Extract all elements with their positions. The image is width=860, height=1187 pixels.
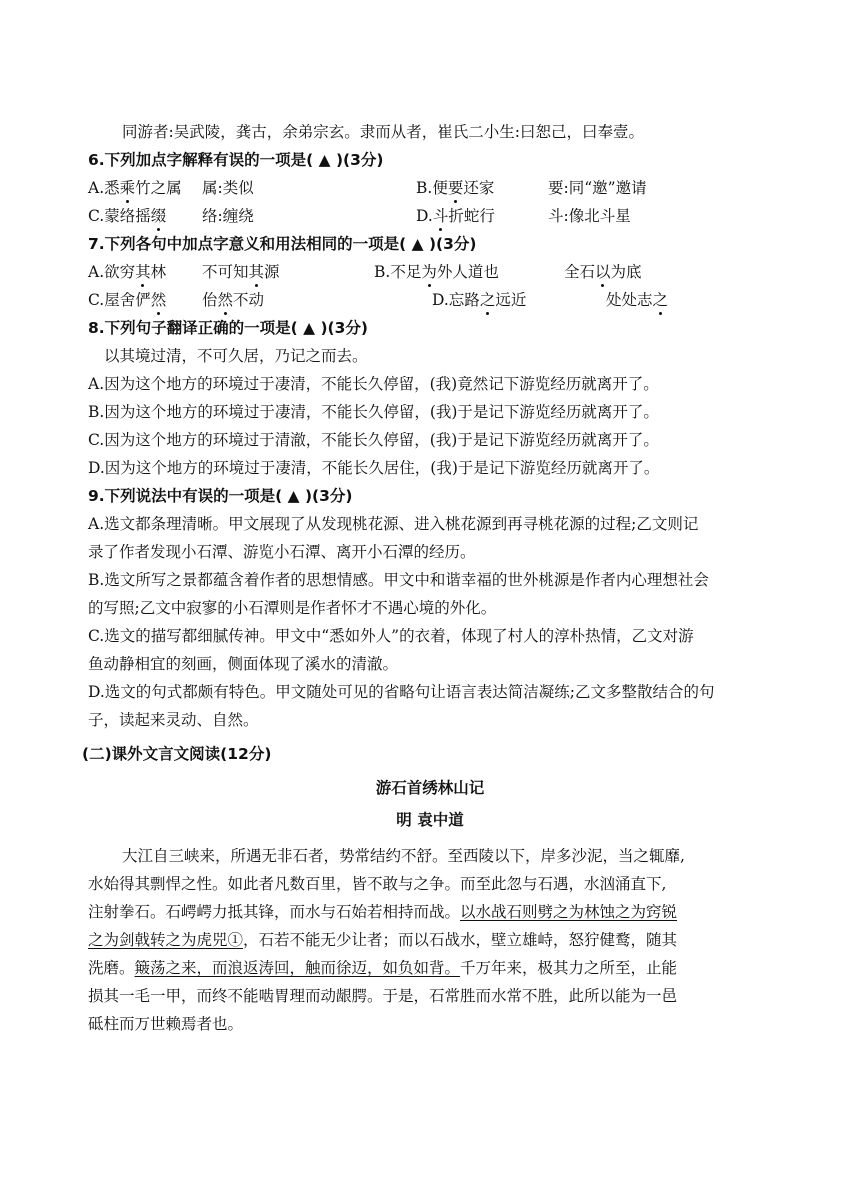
q6-option-d	[416, 206, 495, 226]
q6-a-dotted-char: 乘	[119, 179, 136, 197]
q9-line: 的写照;乙文中寂寥的小石潭则是作者怀才不遇心境的外化。	[88, 599, 497, 617]
q9-line: D.选文的句式都颇有特色。甲文随处可见的省略句让语言表达简洁凝练;乙文多整散结合的句	[88, 683, 715, 701]
q6-option-a	[88, 178, 182, 198]
passage-author: 明 袁中道	[396, 811, 464, 829]
q7-a2-post: 源	[264, 263, 280, 281]
passage-line: 水始得其剽悍之性。如此者凡数百里，皆不敢与之争。而至此忽与石遇，水汹涌直下,	[88, 875, 667, 893]
q7-a1-post: 林	[150, 263, 167, 281]
q6-stem: 6.下列加点字解释有误的一项是( ▲ )(3分)	[88, 151, 384, 169]
q6-a-text-pre: A.悉	[88, 179, 120, 197]
q7-c2-post: 不动	[233, 291, 265, 309]
q6-option-b	[416, 178, 494, 198]
q7-b1-post: 外人道也	[436, 263, 499, 281]
q7-d2-pre: 处处志	[606, 291, 653, 309]
passage-line	[88, 958, 677, 978]
q7-option-d-part1	[432, 290, 526, 310]
q6-c-gloss: 络:缠绕	[202, 207, 254, 225]
q6-a-text-post: 竹之属	[135, 179, 182, 197]
passage-line	[88, 902, 677, 922]
q6-d-gloss: 斗:像北斗星	[548, 207, 631, 225]
q8-option-a: A.因为这个地方的环境过于凄清，不能长久停留，(我)竟然记下游览经历就离开了。	[88, 375, 659, 393]
q9-line: 录了作者发现小石潭、游览小石潭、离开小石潭的经历。	[88, 543, 476, 561]
q6-b-text-pre: B.便	[416, 179, 448, 197]
q7-d1-pre: D.忘路	[432, 291, 480, 309]
q6-d-text-post: 折蛇行	[448, 207, 495, 225]
underlined-sentence: 之为剑戟转之为虎兕①	[88, 931, 244, 949]
q6-c-text-pre: C.蒙络摇	[88, 207, 151, 225]
q7-option-b-part2	[564, 262, 642, 282]
passage-line: 大江自三峡来，所遇无非石者，势常结约不舒。至西陵以下，岸多沙泥，当之辄靡,	[122, 847, 685, 865]
q6-b-gloss: 要:同“邀”邀请	[548, 179, 647, 197]
q7-c1-pre: C.屋舍俨	[88, 291, 151, 309]
q7-d1-post: 远近	[495, 291, 527, 309]
passage-line: 砥柱而万世赖焉者也。	[88, 1015, 244, 1033]
q9-line: B.选文所写之景都蕴含着作者的思想情感。甲文中和谐幸福的世外桃源是作者内心理想社会	[88, 571, 709, 589]
passage-text: 洗磨。	[88, 959, 135, 977]
underlined-sentence: 以水战石则劈之为林蚀之为窍锐	[460, 903, 678, 921]
q9-line: 子，读起来灵动、自然。	[88, 711, 259, 729]
q8-option-c: C.因为这个地方的环境过于清澈，不能长久停留，(我)于是记下游览经历就离开了。	[88, 431, 659, 449]
q9-stem: 9.下列说法中有误的一项是( ▲ )(3分)	[88, 487, 353, 505]
passage-text: 注射拳石。石崿崿力抵其锋，而水与石始若相持而战。	[88, 903, 461, 921]
passage-text: 千万年来，极其力之所至，止能	[460, 959, 678, 977]
q7-a2-dotted-char: 其	[248, 263, 265, 281]
q7-a1-pre: A.欲穷	[88, 263, 136, 281]
q7-option-a-part2	[202, 262, 280, 282]
q9-line: 鱼动静相宜的刻画，侧面体现了溪水的清澈。	[88, 655, 399, 673]
q8-sentence: 以其境过清，不可久居，乃记之而去。	[104, 347, 368, 365]
q7-b2-dotted-char: 以	[595, 263, 611, 281]
q6-b-text-post: 还家	[463, 179, 495, 197]
q8-stem: 8.下列句子翻译正确的一项是( ▲ )(3分)	[88, 319, 369, 337]
passage-line: 损其一毛一甲，而终不能啮胃理而动龈腭。于是，石常胜而水常不胜，此所以能为一邑	[88, 987, 678, 1005]
q7-b1-dotted-char: 为	[421, 263, 437, 281]
q6-d-dotted-char: 斗	[432, 207, 449, 225]
intro-line: 同游者:吴武陵，龚古，余弟宗玄。隶而从者，崔氏二小生:曰恕己，曰奉壹。	[122, 123, 644, 141]
q7-b1-pre: B.不足	[374, 263, 422, 281]
passage-line	[88, 930, 677, 950]
q7-c1-dotted-char: 然	[150, 291, 167, 309]
q6-option-c	[88, 206, 166, 226]
q9-line: A.选文都条理清晰。甲文展现了从发现桃花源、进入桃花源到再寻桃花源的过程;乙文则记	[88, 515, 699, 533]
passage-title: 游石首绣林山记	[375, 779, 485, 797]
underlined-sentence: 簸荡之来，而浪返涛回，触而徐迈，如负如背。	[134, 959, 461, 977]
section-heading: (二)课外文言文阅读(12分)	[82, 745, 272, 763]
passage-text: ，石若不能无少让者；而以石战水，壁立雄峙，怒狞健鹜，随其	[243, 931, 678, 949]
q6-d-text-pre: D.	[416, 207, 433, 225]
q8-option-d: D.因为这个地方的环境过于凄清，不能长久居住，(我)于是记下游览经历就离开了。	[88, 459, 660, 477]
q7-option-d-part2	[606, 290, 668, 310]
q7-option-c-part2	[202, 290, 264, 310]
q7-c2-dotted-char: 然	[217, 291, 234, 309]
q7-c2-pre: 佁	[202, 291, 218, 309]
q7-b2-pre: 全石	[564, 263, 596, 281]
q8-option-b: B.因为这个地方的环境过于凄清，不能长久停留，(我)于是记下游览经历就离开了。	[88, 403, 659, 421]
q6-b-dotted-char: 要	[447, 179, 464, 197]
q7-b2-post: 为底	[610, 263, 642, 281]
q9-line: C.选文的描写都细腻传神。甲文中“悉如外人”的衣着，体现了村人的淳朴热情，乙文对游	[88, 627, 694, 645]
q7-d2-dotted-char: 之	[652, 291, 669, 309]
q7-option-a-part1	[88, 262, 166, 282]
q7-d1-dotted-char: 之	[479, 291, 496, 309]
q6-c-dotted-char: 缀	[150, 207, 167, 225]
q7-option-c-part1	[88, 290, 166, 310]
q6-a-gloss: 属:类似	[202, 179, 254, 197]
q7-a1-dotted-char: 其	[135, 263, 151, 281]
q7-stem: 7.下列各句中加点字意义和用法相同的一项是( ▲ )(3分)	[88, 235, 477, 253]
q7-option-b-part1	[374, 262, 499, 282]
q7-a2-pre: 不可知	[202, 263, 249, 281]
